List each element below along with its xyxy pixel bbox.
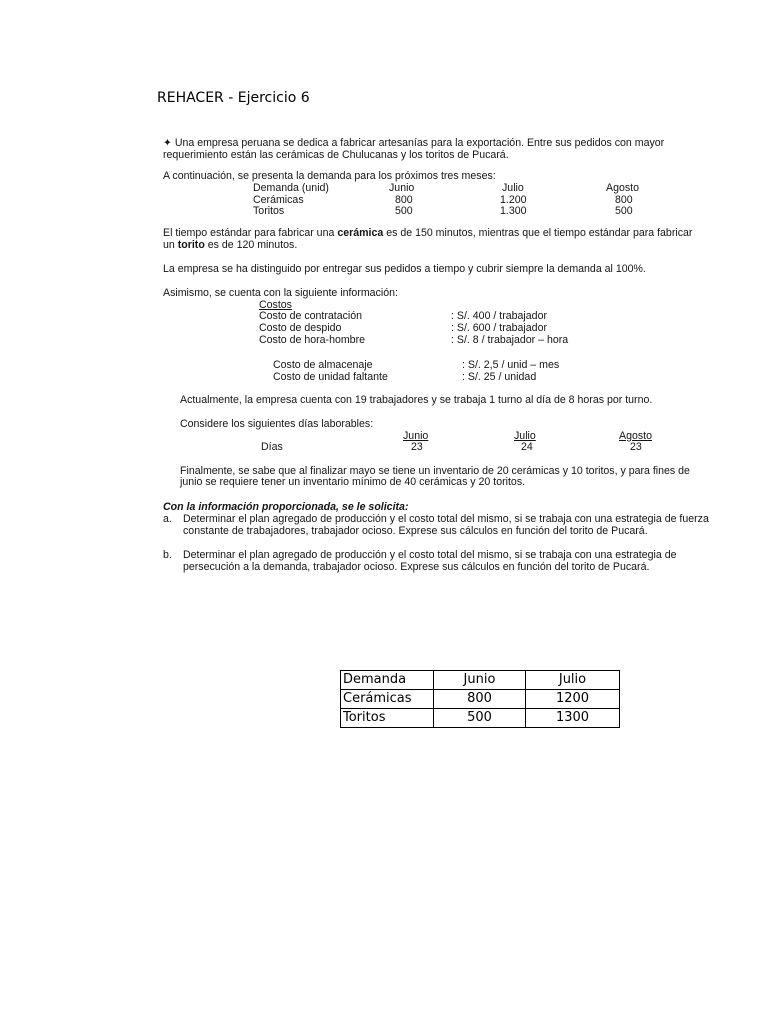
item-b-line-1: Determinar el plan agregado de producción y el costo total del mismo, si se trabaja con una estrategia de (183, 549, 677, 561)
cost-value: : S/. 400 / trabajador (451, 310, 547, 322)
final-line-1: Finalmente, se sabe que al finalizar mayo se tiene un inventario de 20 cerámicas y 10 toritos, y para fines de (180, 465, 690, 477)
table-cell: 1200 (526, 690, 620, 709)
table-header-cell: Junio (434, 671, 526, 690)
demand-intro: A continuación, se presenta la demanda para los próximos tres meses: (163, 170, 496, 182)
cost-value: : S/. 25 / unidad (462, 371, 537, 383)
days-header-junio: Junio (403, 430, 429, 442)
workers-line: Actualmente, la empresa cuenta con 19 trabajadores y se trabaja 1 turno al día de 8 horas por turno. (180, 394, 653, 406)
item-a-line-1: Determinar el plan agregado de producción y el costo total del mismo, si se trabaja con una estrategia de fuerza (183, 513, 709, 525)
info-intro: Asimismo, se cuenta con la siguiente información: (163, 287, 398, 299)
demand-row-value: 800 (395, 194, 413, 206)
demand-row-value: 800 (615, 194, 633, 206)
request-heading: Con la información proporcionada, se le solicita: (163, 501, 409, 513)
days-value: 23 (411, 441, 423, 453)
cost-label: Costo de unidad faltante (273, 371, 388, 383)
days-values-row (163, 441, 768, 453)
demand-row-toritos (163, 205, 768, 217)
costs-heading: Costos (259, 299, 292, 311)
demand-header-row (163, 182, 768, 194)
demand-header-julio: Julio (502, 182, 524, 194)
cost-row (163, 334, 768, 346)
demand-row-value: 1.200 (500, 194, 527, 206)
demand-row-label: Toritos (253, 205, 285, 217)
cost-row (163, 359, 768, 371)
cost-row (163, 371, 768, 383)
demand-header-junio: Junio (389, 182, 415, 194)
item-a-letter: a. (163, 513, 172, 525)
demand-row-value: 500 (615, 205, 633, 217)
intro-line-2: requerimiento están las cerámicas de Chulucanas y los toritos de Pucará. (163, 149, 509, 161)
table-cell: 500 (434, 709, 526, 728)
final-line-2: junio se requiere tener un inventario mínimo de 40 cerámicas y 20 toritos. (180, 476, 526, 488)
demand-row-value: 1.300 (500, 205, 527, 217)
demand-header-agosto: Agosto (606, 182, 639, 194)
item-b-line-2: persecución a la demanda, trabajador ocioso. Exprese sus cálculos en función del torito de Pucará. (183, 561, 650, 573)
cost-label: Costo de despido (259, 322, 342, 334)
table-row (341, 709, 620, 728)
cost-label: Costo de contratación (259, 310, 363, 322)
days-header-julio: Julio (514, 430, 536, 442)
days-label: Días (261, 441, 283, 453)
table-cell: 800 (434, 690, 526, 709)
table-header-cell: Demanda (341, 671, 434, 690)
cost-row (163, 310, 768, 322)
cost-row (163, 322, 768, 334)
days-intro: Considere los siguientes días laborables: (180, 418, 374, 430)
demand-table (340, 670, 620, 728)
demand-header-label: Demanda (unid) (253, 182, 329, 194)
cost-label: Costo de almacenaje (273, 359, 373, 371)
cost-value: : S/. 8 / trabajador – hora (451, 334, 569, 346)
standard-time-line-1: El tiempo estándar para fabricar una cerámica es de 150 minutos, mientras que el tiempo estándar para fabricar (163, 227, 693, 239)
cost-value: : S/. 600 / trabajador (451, 322, 547, 334)
days-value: 24 (521, 441, 533, 453)
table-cell: 1300 (526, 709, 620, 728)
table-cell: Toritos (341, 709, 434, 728)
cost-label: Costo de hora-hombre (259, 334, 365, 346)
table-row (341, 690, 620, 709)
table-header-cell: Julio (526, 671, 620, 690)
distinguished-line: La empresa se ha distinguido por entregar sus pedidos a tiempo y cubrir siempre la demanda al 100%. (163, 263, 646, 275)
intro-line-1: ✦ Una empresa peruana se dedica a fabricar artesanías para la exportación. Entre sus pedidos con mayor (163, 137, 665, 149)
scanned-problem-statement (163, 135, 768, 580)
days-header-agosto: Agosto (619, 430, 652, 442)
cost-value: : S/. 2,5 / unid – mes (462, 359, 560, 371)
standard-time-line-2: un torito es de 120 minutos. (163, 239, 298, 251)
table-cell: Cerámicas (341, 690, 434, 709)
demand-row-value: 500 (395, 205, 413, 217)
document-title: REHACER - Ejercicio 6 (157, 90, 310, 106)
days-value: 23 (630, 441, 642, 453)
item-b-letter: b. (163, 549, 172, 561)
table-header-row (341, 671, 620, 690)
item-a-line-2: constante de trabajadores, trabajador ocioso. Exprese sus cálculos en función del torito de Pucará. (183, 525, 648, 537)
demand-row-label: Cerámicas (253, 194, 304, 206)
